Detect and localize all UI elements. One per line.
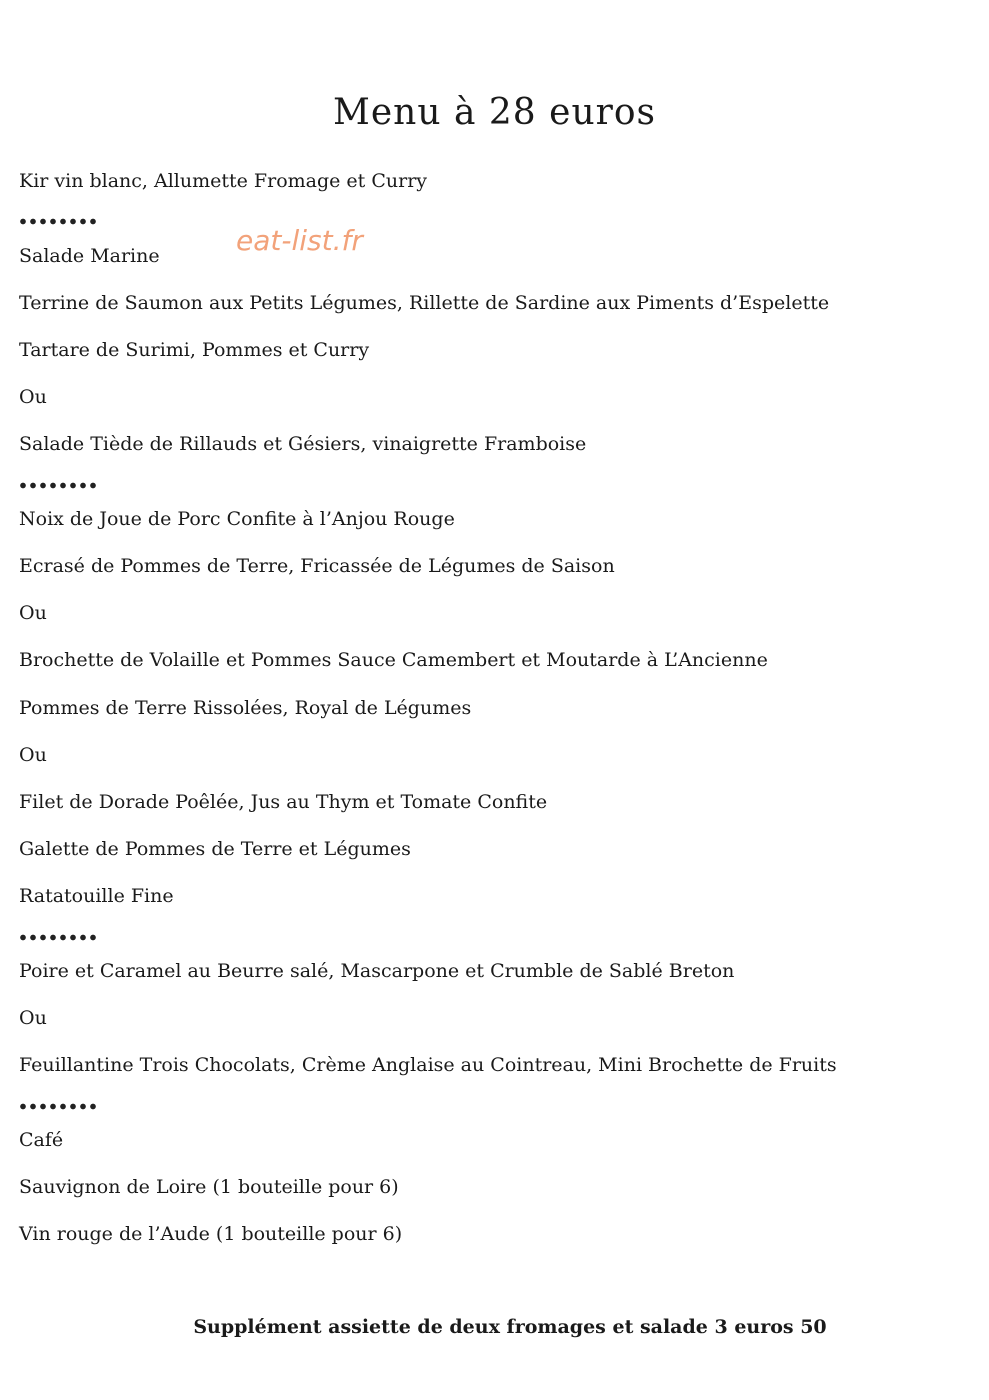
menu-item-or: Ou [19,602,47,624]
section-divider [19,482,99,489]
menu-item: Salade Tiède de Rillauds et Gésiers, vinaigrette Framboise [19,433,587,455]
menu-item: Café [19,1129,64,1151]
menu-item: Ratatouille Fine [19,885,174,907]
menu-item-or: Ou [19,1007,47,1029]
menu-item-or: Ou [19,744,47,766]
menu-item: Filet de Dorade Poêlée, Jus au Thym et Tomate Confite [19,791,548,813]
section-divider [19,218,99,225]
menu-item: Kir vin blanc, Allumette Fromage et Curry [19,170,428,192]
watermark: eat-list.fr [236,224,363,257]
supplement-note: Supplément assiette de deux fromages et salade 3 euros 50 [193,1316,827,1338]
menu-item: Terrine de Saumon aux Petits Légumes, Rillette de Sardine aux Piments d’Espelette [19,292,830,314]
menu-item: Feuillantine Trois Chocolats, Crème Anglaise au Cointreau, Mini Brochette de Fruits [19,1054,837,1076]
menu-item: Salade Marine [19,245,160,267]
section-divider [19,1103,99,1110]
menu-item: Brochette de Volaille et Pommes Sauce Camembert et Moutarde à L’Ancienne [19,649,768,671]
menu-title: Menu à 28 euros [333,92,656,133]
menu-item: Noix de Joue de Porc Confite à l’Anjou Rouge [19,508,455,530]
menu-item: Galette de Pommes de Terre et Légumes [19,838,411,860]
menu-item: Poire et Caramel au Beurre salé, Mascarpone et Crumble de Sablé Breton [19,960,735,982]
menu-item: Tartare de Surimi, Pommes et Curry [19,339,370,361]
menu-item: Ecrasé de Pommes de Terre, Fricassée de Légumes de Saison [19,555,615,577]
menu-item: Sauvignon de Loire (1 bouteille pour 6) [19,1176,399,1198]
menu-item: Pommes de Terre Rissolées, Royal de Légumes [19,697,472,719]
menu-item-or: Ou [19,386,47,408]
menu-item: Vin rouge de l’Aude (1 bouteille pour 6) [19,1223,403,1245]
section-divider [19,934,99,941]
